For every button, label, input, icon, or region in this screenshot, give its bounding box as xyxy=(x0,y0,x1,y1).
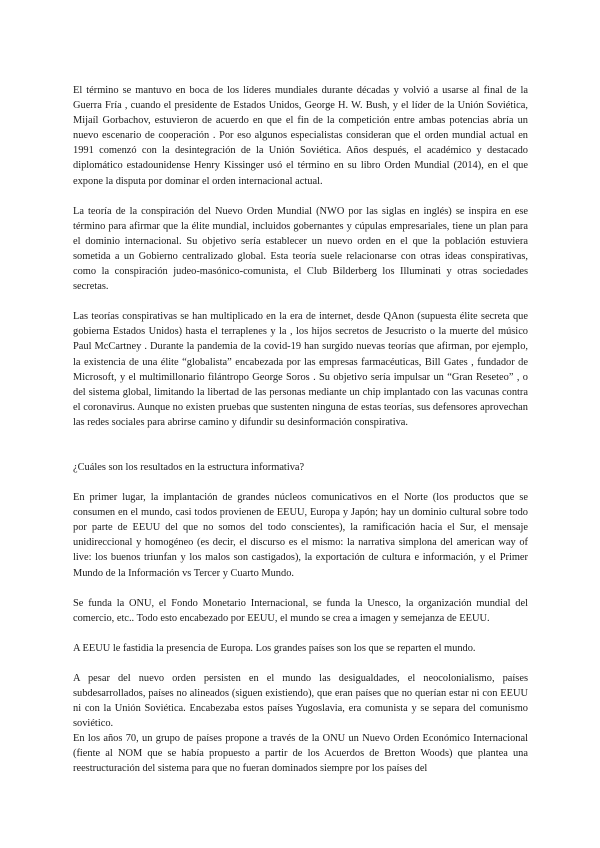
paragraph-desigualdades: A pesar del nuevo orden persisten en el mundo las desigualdades, el neocolonialismo, países subdesarrollados, países no alineados (siguen existiendo), que eran países que no querían estar ni con EEUU ni con la Unión Soviética. Encabezaba estos países Yugoslavia, era comunista y se separa del comunismo soviético. xyxy=(73,672,528,730)
document-page xyxy=(73,83,528,777)
paragraph-nucleos-comunicativos: En primer lugar, la implantación de grandes núcleos comunicativos en el Norte (los productos que se consumen en el mundo, casi todos provienen de EEUU, Europa y Japón; hay un dominio cultural sobre todo por parte de EEUU del que no somos del todo conscientes), la ramificación hacia el Sur, el mensaje unidireccional y homogéneo (es decir, el discurso es el mismo: la narrativa simplona del american way of live: los buenos triunfan y los malos son castigados), la exportación de cultura e información, y el Primer Mundo de la Información vs Tercer y Cuarto Mundo. xyxy=(73,492,528,579)
paragraph-onu-fmi: Se funda la ONU, el Fondo Monetario Internacional, se funda la Unesco, la organización mundial del comercio, etc.. Todo esto encabezado por EEUU, el mundo se crea a imagen y semejanza de EEUU. xyxy=(73,597,528,624)
paragraph-teoria-conspiracion: La teoría de la conspiración del Nuevo Orden Mundial (NWO por las siglas en inglés) se inspira en ese término para afirmar que la élite mundial, incluidos gobernantes y cúpulas empresariales, tiene un plan para el dominio internacional. Su objetivo sería establecer un nuevo orden en el que la población estuviera sometida a un Gobierno centralizado global. Esta teoría suele relacionarse con otras ideas conspirativas, como la conspiración judeo-masónico-comunista, el Club Bilderberg los Illuminati y otras sociedades secretas. xyxy=(73,205,528,293)
paragraph-nuevo-orden-economico: En los años 70, un grupo de países propone a través de la ONU un Nuevo Orden Económico Internacional (fiente al NOM que se había propuesto a partir de los Acuerdos de Bretton Woods) que plantea una reestructuración del sistema para que no fueran dominados siempre por los países del xyxy=(73,733,528,775)
paragraph-teorias-internet: Las teorías conspirativas se han multiplicado en la era de internet, desde QAnon (supuesta élite secreta que gobierna Estados Unidos) hasta el terraplenes y la , los hijos secretos de Jesucristo o la muerte del músico Paul McCartney . Durante la pandemia de la covid-19 han surgido nuevas teorías que afirman, por ejemplo, la existencia de una élite “globalista” encabezada por las empresas farmacéuticas, Bill Gates , fundador de Microsoft, y el multimillonario filántropo George Soros . Su objetivo sería impulsar un “Gran Reseteo” , o del sistema global, limitando la libertad de las personas mediante un chip implantado con las vacunas contra el coronavirus. Aunque no existen pruebas que sustenten ninguna de estas teorías, sus defensores aprovechan las redes sociales para abrirse camino y difundir su desinformación conspirativa. xyxy=(73,311,528,428)
section-heading: ¿Cuáles son los resultados en la estructura informativa? xyxy=(73,461,305,473)
paragraph-europa: A EEUU le fastidia la presencia de Europa. Los grandes países son los que se reparten el mundo. xyxy=(73,642,476,654)
paragraph-orden-mundial-origen: El término se mantuvo en boca de los líderes mundiales durante décadas y volvió a usarse al final de la Guerra Fría , cuando el presidente de Estados Unidos, George H. W. Bush, y el líder de la Unión Soviética, Mijaíl Gorbachov, estuvieron de acuerdo en que el fin de la competición entre ambas potencias abría un nuevo escenario de cooperación . Por eso algunos especialistas consideran que el orden mundial actual en 1991 comenzó con la desintegración de la Unión Soviética. Años después, el académico y destacado diplomático estadounidense Henry Kissinger usó el término en su libro Orden Mundial (2014), en el que expone la disputa por dominar el orden internacional actual. xyxy=(73,85,528,187)
